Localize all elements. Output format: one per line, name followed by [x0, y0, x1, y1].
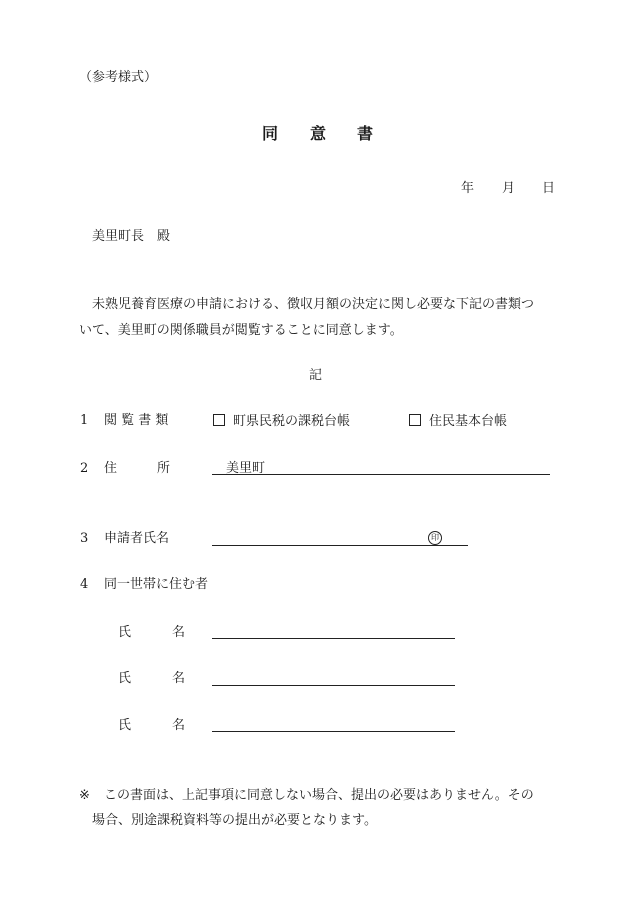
date-year-label: 年 [461, 181, 475, 196]
address-label-char-2: 所 [157, 461, 171, 476]
date-month-label: 月 [502, 181, 516, 196]
household-members-label: 同一世帯に住む者 [104, 577, 209, 592]
name-label-char-2: 名 [172, 625, 186, 640]
checkbox-tax-ledger-label: 町県民税の課税台帳 [233, 414, 351, 429]
checkbox-resident-registry[interactable] [409, 414, 507, 428]
item1-number: 1 [80, 413, 89, 428]
item2-number: 2 [80, 461, 89, 476]
name-label-char-1: 氏 [118, 625, 132, 640]
note-line-1: この書面は、上記事項に同意しない場合、提出の必要はありません。その [104, 788, 534, 803]
ki-heading: 記 [309, 368, 323, 383]
body-line-2: いて、美里町の関係職員が閲覧することに同意します。 [79, 323, 403, 338]
checkbox-square-icon [409, 414, 421, 426]
checkbox-resident-registry-label: 住民基本台帳 [429, 414, 508, 429]
note-mark: ※ [79, 788, 90, 803]
title-char-3: 書 [357, 124, 374, 143]
checkbox-square-icon [213, 414, 225, 426]
address-field[interactable] [212, 474, 550, 475]
name-label-char-2: 名 [172, 671, 186, 686]
applicant-name-label: 申請者氏名 [104, 531, 170, 546]
checkbox-tax-ledger[interactable] [213, 414, 350, 428]
seal-mark-icon: 印 [428, 531, 442, 545]
item4-number: 4 [80, 577, 89, 592]
date-day-label: 日 [542, 181, 556, 196]
item3-number: 3 [80, 531, 89, 546]
household-name-field-3[interactable] [212, 731, 455, 732]
note-line-2: 場合、別途課税資料等の提出が必要となります。 [92, 813, 377, 828]
body-line-1: 未熟児養育医療の申請における、徴収月額の決定に関し必要な下記の書類つ [92, 297, 535, 312]
name-label-char-1: 氏 [118, 671, 132, 686]
addressee: 美里町長 殿 [92, 229, 171, 244]
title-char-2: 意 [310, 124, 327, 143]
item1-label: 閲 覧 書 類 [104, 413, 169, 428]
title-char-1: 同 [262, 124, 279, 143]
household-name-field-2[interactable] [212, 685, 455, 686]
form-label: （参考様式） [79, 70, 158, 85]
address-label-char-1: 住 [104, 461, 118, 476]
name-label-char-1: 氏 [118, 718, 132, 733]
address-value: 美里町 [226, 461, 266, 476]
name-label-char-2: 名 [172, 718, 186, 733]
household-name-field-1[interactable] [212, 638, 455, 639]
applicant-name-field[interactable] [212, 545, 468, 546]
